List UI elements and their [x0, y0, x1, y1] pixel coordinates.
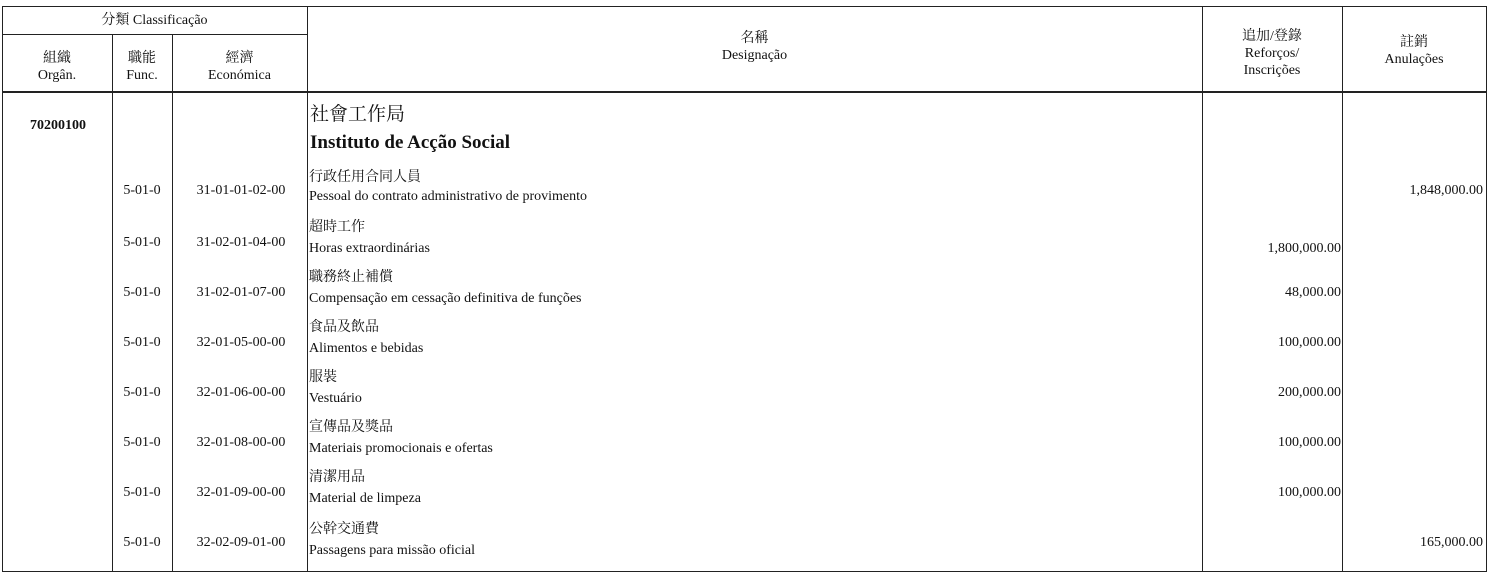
row-econ: 31-02-01-07-00	[196, 285, 286, 300]
row-desig-pt: Materiais promocionais e ofertas	[309, 441, 493, 456]
row-econ: 32-01-09-00-00	[196, 485, 286, 500]
row-func: 5-01-0	[123, 385, 161, 400]
row-econ: 31-01-01-02-00	[196, 183, 286, 198]
row-desig-zh: 食品及飲品	[309, 320, 379, 335]
col-divider-econ	[307, 6, 308, 572]
right-border	[1486, 6, 1487, 572]
func-header-zh: 職能	[128, 51, 156, 66]
ann-header	[1342, 34, 1486, 68]
col-divider-func	[172, 34, 173, 572]
row-econ: 31-02-01-04-00	[196, 235, 286, 250]
row-func: 5-01-0	[123, 435, 161, 450]
row-reforcos: 100,000.00	[1278, 435, 1341, 450]
org-header	[2, 50, 112, 84]
organ-name-zh: 社會工作局	[310, 104, 406, 125]
left-border	[2, 6, 3, 572]
row-econ: 32-01-05-00-00	[196, 335, 286, 350]
row-desig-pt: Pessoal do contrato administrativo de provimento	[309, 189, 588, 204]
row-desig-zh: 超時工作	[309, 220, 365, 235]
header-bottom-border	[2, 91, 1487, 93]
desig-header	[307, 30, 1202, 64]
func-header	[112, 50, 172, 84]
econ-header	[172, 50, 307, 84]
row-desig-zh: 服裝	[309, 370, 337, 385]
ann-header-zh: 註銷	[1400, 35, 1428, 50]
row-desig-pt: Alimentos e bebidas	[309, 341, 424, 356]
row-func: 5-01-0	[123, 183, 161, 198]
row-desig-zh: 行政任用合同人員	[309, 170, 421, 185]
add-header-zh: 追加/登錄	[1242, 29, 1302, 44]
desig-header-pt: Designação	[721, 48, 788, 63]
row-func: 5-01-0	[123, 235, 161, 250]
add-header-pt1: Reforços/	[1244, 46, 1300, 61]
row-func: 5-01-0	[123, 335, 161, 350]
add-header-pt2: Inscrições	[1243, 63, 1301, 78]
econ-header-pt: Económica	[208, 68, 271, 83]
row-func: 5-01-0	[123, 285, 161, 300]
classification-header: 分類 Classificação	[101, 13, 208, 28]
row-anulacoes: 165,000.00	[1420, 535, 1483, 550]
organ-code: 70200100	[30, 118, 86, 133]
row-desig-zh: 職務終止補償	[309, 270, 393, 285]
row-func: 5-01-0	[123, 535, 161, 550]
row-desig-pt: Passagens para missão oficial	[309, 543, 476, 558]
col-divider-desig	[1202, 6, 1203, 572]
classification-divider	[2, 34, 307, 35]
organ-name-pt: Instituto de Acção Social	[310, 132, 511, 153]
row-desig-pt: Material de limpeza	[309, 491, 421, 506]
row-reforcos: 100,000.00	[1278, 485, 1341, 500]
ann-header-pt: Anulações	[1384, 52, 1444, 67]
row-desig-zh: 清潔用品	[309, 470, 365, 485]
row-desig-zh: 宣傳品及獎品	[309, 420, 393, 435]
bottom-border	[2, 571, 1487, 572]
org-header-pt: Orgân.	[37, 68, 77, 83]
row-func: 5-01-0	[123, 485, 161, 500]
col-divider-org	[112, 34, 113, 572]
col-divider-add	[1342, 6, 1343, 572]
econ-header-zh: 經濟	[225, 51, 254, 66]
row-econ: 32-02-09-01-00	[196, 535, 286, 550]
top-border	[2, 6, 1487, 7]
add-header	[1202, 28, 1342, 79]
row-anulacoes: 1,848,000.00	[1409, 183, 1483, 198]
row-reforcos: 200,000.00	[1278, 385, 1341, 400]
row-desig-pt: Horas extraordinárias	[309, 241, 430, 256]
row-reforcos: 1,800,000.00	[1267, 241, 1341, 256]
row-econ: 32-01-08-00-00	[196, 435, 286, 450]
func-header-pt: Func.	[126, 68, 158, 83]
desig-header-zh: 名稱	[740, 31, 769, 46]
row-reforcos: 48,000.00	[1285, 285, 1341, 300]
budget-table	[2, 6, 1487, 572]
row-econ: 32-01-06-00-00	[196, 385, 286, 400]
row-desig-pt: Vestuário	[309, 391, 362, 406]
org-header-zh: 組織	[43, 51, 71, 66]
row-reforcos: 100,000.00	[1278, 335, 1341, 350]
row-desig-zh: 公幹交通費	[309, 522, 379, 537]
row-desig-pt: Compensação em cessação definitiva de funções	[309, 291, 582, 306]
